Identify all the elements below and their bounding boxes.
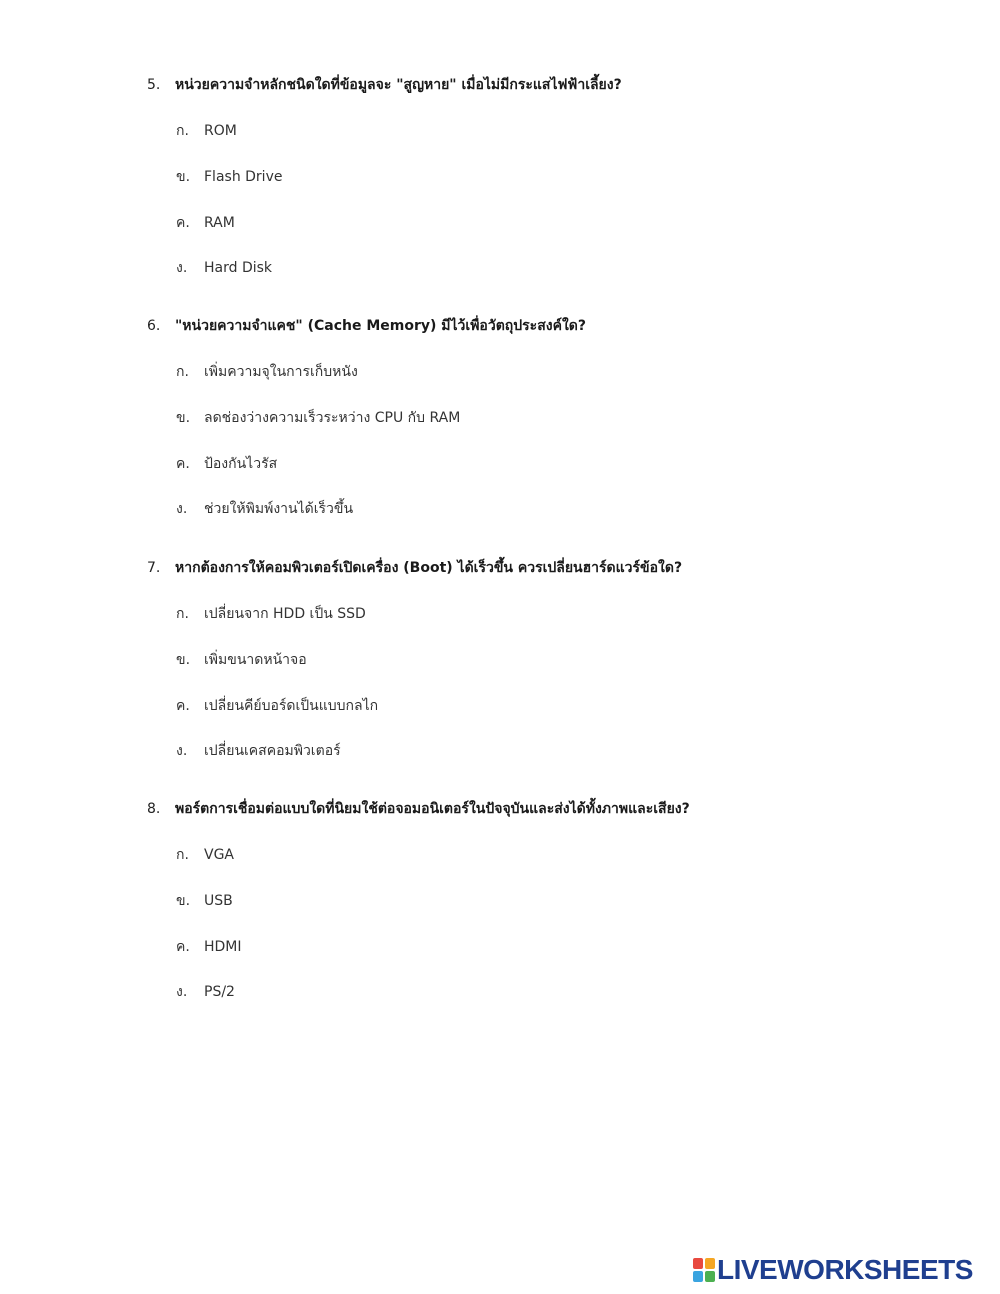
option-letter: ค.: [176, 215, 190, 231]
answer-option-c[interactable]: [176, 453, 277, 475]
question-8: [147, 798, 967, 1000]
option-letter: ง.: [176, 743, 188, 759]
answer-option-b[interactable]: [176, 649, 307, 671]
option-letter: ง.: [176, 260, 188, 276]
answer-option-d[interactable]: [176, 981, 235, 1003]
option-text: PS/2: [204, 984, 235, 1000]
question-text: พอร์ตการเชื่อมต่อแบบใดที่นิยมใช้ต่อจอมอนิเตอร์ในปัจจุบันและส่งได้ทั้งภาพและเสียง?: [175, 801, 690, 817]
question-header: [147, 557, 967, 581]
option-text: ป้องกันไวรัส: [204, 456, 278, 472]
option-letter: ข.: [176, 652, 191, 668]
logo-tile-icon: [693, 1258, 703, 1269]
option-letter: ค.: [176, 939, 190, 955]
question-6: [147, 315, 967, 517]
question-number: 8.: [147, 801, 161, 817]
logo-tile-icon: [705, 1271, 715, 1282]
option-text: เพิ่มขนาดหน้าจอ: [204, 652, 307, 668]
answer-option-b[interactable]: [176, 407, 460, 429]
logo-tile-icon: [693, 1271, 703, 1282]
question-7: [147, 557, 967, 759]
logo-mark-icon: [693, 1258, 715, 1282]
option-text: เปลี่ยนคีย์บอร์ดเป็นแบบกลไก: [204, 698, 379, 714]
question-number: 7.: [147, 560, 161, 576]
answer-option-d[interactable]: [176, 740, 341, 762]
question-text: "หน่วยความจำแคช" (Cache Memory) มีไว้เพื่อวัตถุประสงค์ใด?: [175, 318, 586, 334]
liveworksheets-logo: [693, 1255, 973, 1285]
option-letter: ง.: [176, 501, 188, 517]
brand-name: LIVEWORKSHEETS: [717, 1254, 973, 1285]
answer-option-c[interactable]: [176, 212, 235, 234]
option-text: Hard Disk: [204, 260, 273, 276]
answer-option-b[interactable]: [176, 890, 233, 912]
option-letter: ก.: [176, 847, 189, 863]
option-letter: ข.: [176, 169, 191, 185]
logo-tile-icon: [705, 1258, 715, 1269]
option-text: ROM: [204, 123, 237, 139]
question-header: [147, 798, 967, 822]
answer-option-d[interactable]: [176, 498, 353, 520]
option-text: USB: [204, 893, 233, 909]
option-letter: ค.: [176, 456, 190, 472]
question-text: หน่วยความจำหลักชนิดใดที่ข้อมูลจะ "สูญหาย" เมื่อไม่มีกระแสไฟฟ้าเลี้ยง?: [175, 77, 622, 93]
question-text: หากต้องการให้คอมพิวเตอร์เปิดเครื่อง (Boot) ได้เร็วขึ้น ควรเปลี่ยนฮาร์ดแวร์ข้อใด?: [175, 560, 683, 576]
option-text: ช่วยให้พิมพ์งานได้เร็วขึ้น: [204, 501, 354, 517]
answer-option-b[interactable]: [176, 166, 282, 188]
option-text: RAM: [204, 215, 235, 231]
question-number: 5.: [147, 77, 161, 93]
question-header: [147, 315, 967, 339]
option-letter: ก.: [176, 123, 189, 139]
option-letter: ก.: [176, 606, 189, 622]
answer-option-a[interactable]: [176, 603, 366, 625]
option-letter: ง.: [176, 984, 188, 1000]
answer-option-c[interactable]: [176, 695, 378, 717]
option-text: เพิ่มความจุในการเก็บหนัง: [204, 364, 358, 380]
question-5: [147, 74, 967, 276]
option-text: Flash Drive: [204, 169, 283, 185]
question-header: [147, 74, 967, 98]
option-letter: ข.: [176, 893, 191, 909]
answer-option-a[interactable]: [176, 361, 358, 383]
option-text: VGA: [204, 847, 235, 863]
option-text: ลดช่องว่างความเร็วระหว่าง CPU กับ RAM: [204, 410, 461, 426]
option-text: เปลี่ยนจาก HDD เป็น SSD: [204, 606, 366, 622]
answer-option-c[interactable]: [176, 936, 242, 958]
answer-option-a[interactable]: [176, 844, 234, 866]
answer-option-a[interactable]: [176, 120, 237, 142]
option-text: HDMI: [204, 939, 242, 955]
answer-option-d[interactable]: [176, 257, 272, 279]
option-text: เปลี่ยนเคสคอมพิวเตอร์: [204, 743, 341, 759]
option-letter: ค.: [176, 698, 190, 714]
option-letter: ข.: [176, 410, 191, 426]
question-number: 6.: [147, 318, 161, 334]
option-letter: ก.: [176, 364, 189, 380]
